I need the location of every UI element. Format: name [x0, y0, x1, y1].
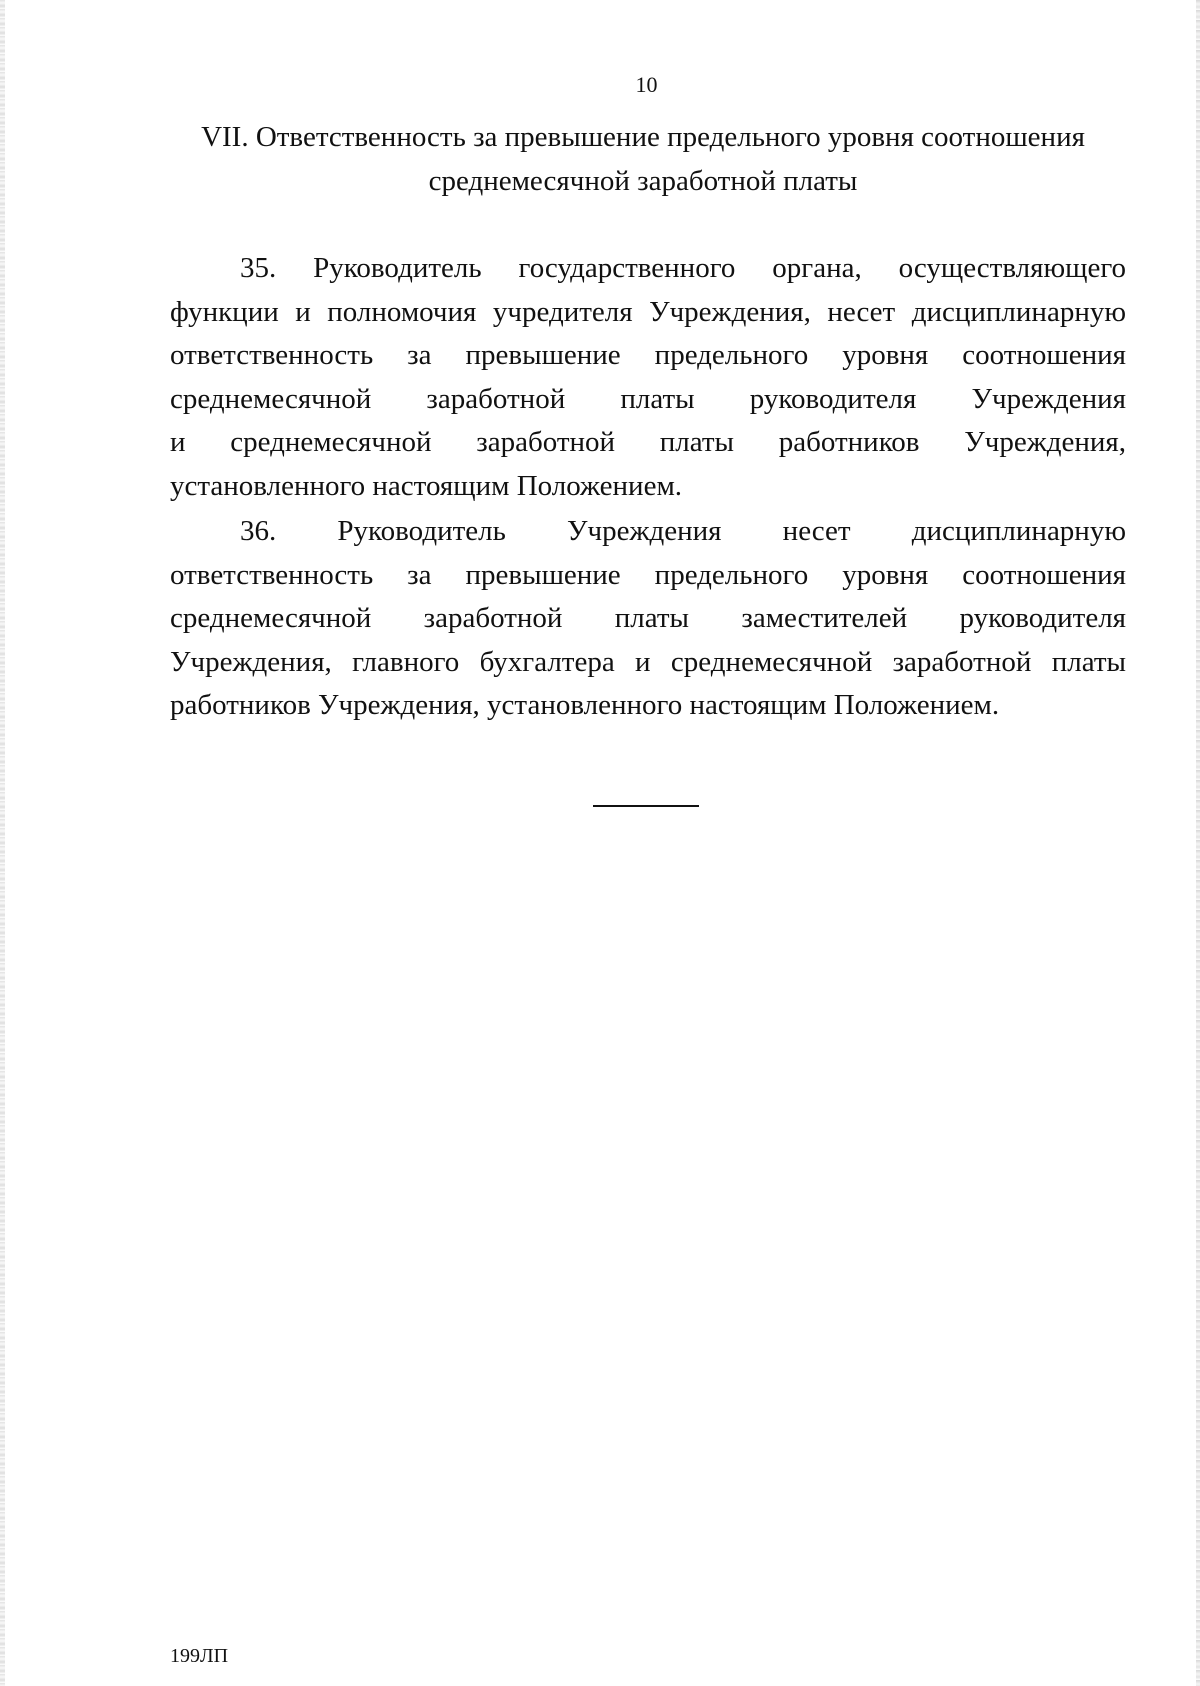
paragraph-line: работников Учреждения, установленного настоящим Положением.	[170, 689, 1000, 722]
paragraph-line: и среднемесячной заработной платы работников Учреждения,	[170, 426, 1126, 459]
section-heading-line: VII. Ответственность за превышение предельного уровня соотношения	[201, 121, 1085, 153]
scan-edge-right	[1196, 0, 1200, 1686]
page-number: 10	[635, 72, 658, 97]
paragraph-line: 36. Руководитель Учреждения несет дисциплинарную	[240, 515, 1126, 547]
paragraph-line: среднемесячной заработной платы заместителей руководителя	[170, 602, 1126, 635]
paragraph-line: Учреждения, главного бухгалтера и среднемесячной заработной платы	[170, 645, 1126, 678]
paragraph-line: функции и полномочия учредителя Учреждения, несет дисциплинарную	[170, 295, 1126, 328]
footer-document-code: 199ЛП	[170, 1645, 229, 1667]
paragraph-35	[170, 247, 1126, 509]
paragraph-line: установленного настоящим Положением.	[170, 469, 683, 502]
paragraph-line: ответственность за превышение предельного уровня соотношения	[170, 339, 1126, 372]
paragraph-line: ответственность за превышение предельного уровня соотношения	[170, 558, 1126, 591]
paragraph-line: 35. Руководитель государственного органа, осуществляющего	[240, 252, 1126, 284]
section-heading-line: среднемесячной заработной платы	[428, 165, 858, 197]
end-separator-rule	[593, 805, 699, 807]
section-heading	[160, 115, 1126, 203]
paragraph-36	[170, 510, 1126, 728]
paragraph-line: среднемесячной заработной платы руководителя Учреждения	[170, 382, 1126, 415]
scan-edge-left	[0, 0, 5, 1686]
